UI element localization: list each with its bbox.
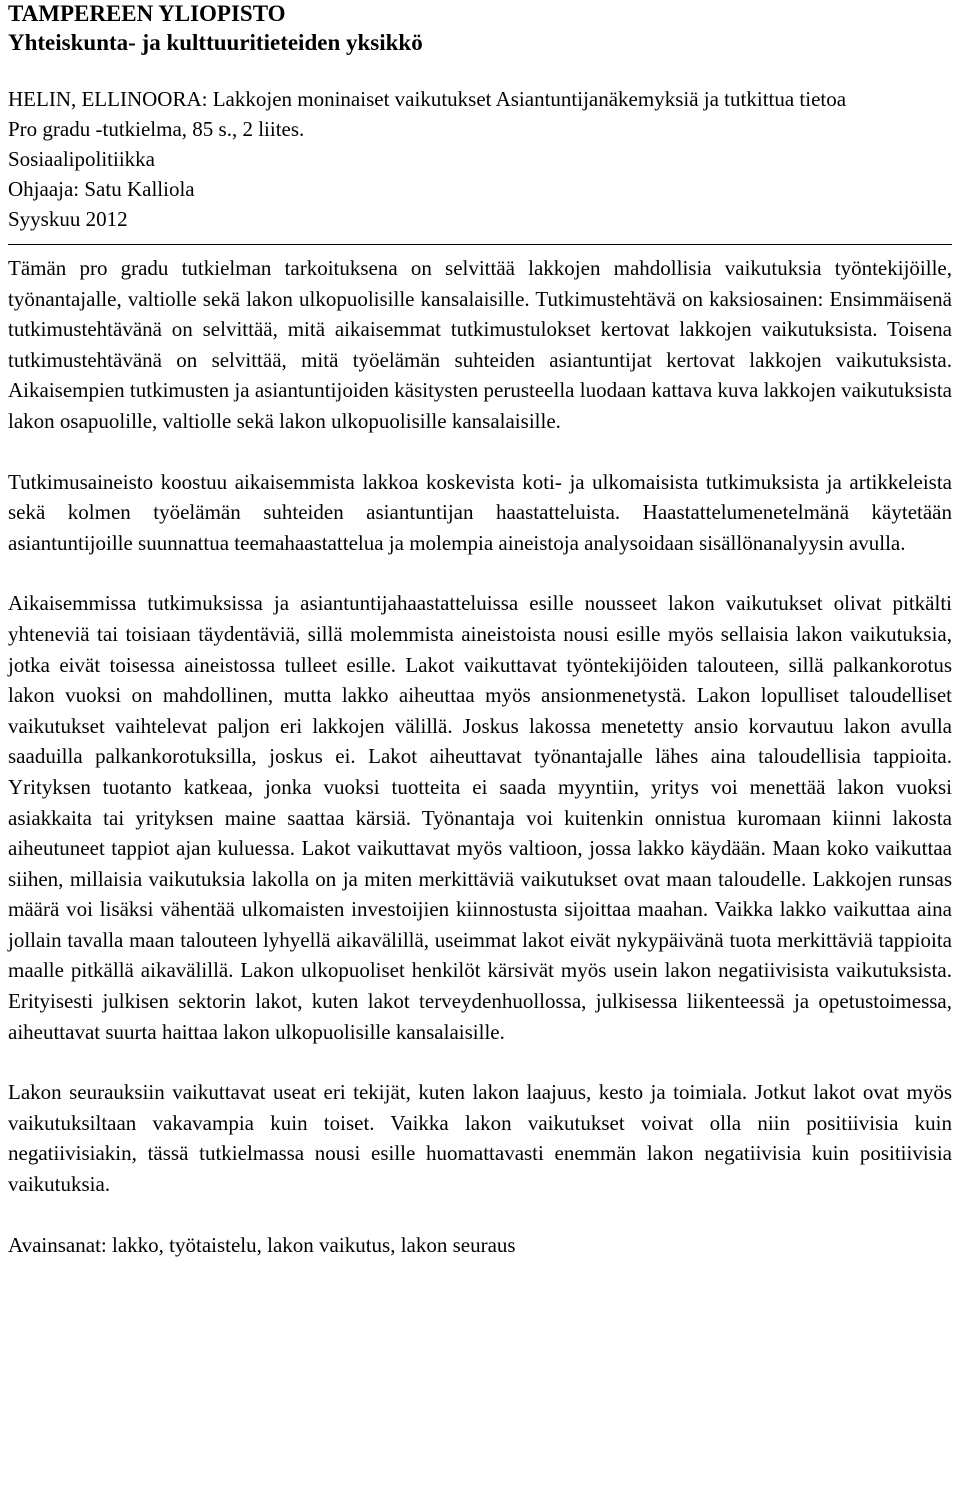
abstract-paragraph-2: Tutkimusaineisto koostuu aikaisemmista lakkoa koskevista koti- ja ulkomaisista tutkimuksista ja artikkeleista sekä kolmen työelämän suhteiden asiantuntijan haastatteluista. Haastattelumenetelmänä käytetään asiantuntijoille suunnattua teemahaastattelua ja molempia aineistoja analysoidaan sisällönanalyysin avulla. (8, 469, 952, 555)
document-page (8, 0, 952, 1260)
subject: Sosiaalipolitiikka (8, 147, 155, 171)
abstract-paragraph-1: Tämän pro gradu tutkielman tarkoituksena on selvittää lakkojen mahdollisia vaikutuksia työntekijöille, työnantajalle, valtiolle sekä lakon ulkopuolisille kansalaisille. Tutkimustehtävä on kaksiosainen: Ensimmäisenä tutkimustehtävänä on selvittää, mitä aikaisemmat tutkimustulokset kertovat lakkojen vaikutuksista. Toisena tutkimustehtävänä on selvittää, mitä työelämän suhteiden asiantuntijat kertovat lakkojen vaikutuksista. Aikaisempien tutkimusten ja asiantuntijoiden käsitysten perusteella luodaan kattava kuva lakkojen vaikutuksista lakon osapuolille, valtiolle sekä lakon ulkopuolisille kansalaisille. (8, 256, 952, 433)
keywords: Avainsanat: lakko, työtaistelu, lakon vaikutus, lakon seuraus (8, 1232, 516, 1257)
abstract-paragraph-4: Lakon seurauksiin vaikuttavat useat eri tekijät, kuten lakon laajuus, kesto ja toimiala. Jotkut lakot ovat myös vaikutuksiltaan vakavampia kuin toiset. Vaikka lakon vaikutukset voivat olla niin positiivisia kuin negatiivisiakin, tässä tutkielmassa nousi esille huomattavasti enemmän lakon negatiivisia kuin positiivisia vaikutuksia. (8, 1080, 952, 1197)
divider (8, 244, 952, 245)
thesis-info: Pro gradu -tutkielma, 85 s., 2 liites. (8, 117, 305, 141)
supervisor: Ohjaaja: Satu Kalliola (8, 177, 195, 201)
university-name: TAMPEREEN YLIOPISTO (8, 1, 286, 26)
abstract (8, 253, 952, 1200)
date: Syyskuu 2012 (8, 207, 128, 231)
author-and-title: HELIN, ELLINOORA: Lakkojen moninaiset vaikutukset Asiantuntijanäkemyksiä ja tutkittua tietoa (8, 87, 847, 111)
unit-name: Yhteiskunta- ja kulttuuritieteiden yksikkö (8, 30, 423, 55)
abstract-paragraph-3: Aikaisemmissa tutkimuksissa ja asiantuntijahaastatteluissa esille nousseet lakon vaikutukset olivat pitkälti yhteneviä tai toisiaan täydentäviä, sillä molemmista aineistoista nousi esille myös sellaisia lakon vaikutuksia, jotka eivät toisessa aineistossa tulleet esille. Lakot vaikuttavat työntekijöiden talouteen, sillä palkankorotus lakon vuoksi on mahdollinen, mutta lakko aiheuttaa myös ansionmenetystä. Lakon lopulliset taloudelliset vaikutukset vaihtelevat paljon eri lakkojen välillä. Joskus lakossa menetetty ansio korvautuu lakon avulla saaduilla palkankorotuksilla, joskus ei. Lakot aiheuttavat työnantajalle lähes aina taloudellisia tappioita. Yrityksen tuotanto katkeaa, jonka vuoksi tuotteita ei saada myyntiin, yritys voi menettää lakon vuoksi asiakkaita tai yrityksen maine saattaa kärsiä. Työnantaja voi kuitenkin onnistua kuromaan kiinni lakosta aiheutuneet tappiot ajan kuluessa. Lakot vaikuttavat myös valtioon, jossa lakko käydään. Maan koko vaikuttaa siihen, millaisia vaikutuksia lakolla on ja miten merkittäviä vaikutukset ovat maan taloudelle. Lakkojen runsas määrä voi lisäksi vähentää ulkomaisten investoijien kiinnostusta sijoittaa maahan. Vaikka lakko vaikuttaa aina jollain tavalla maan talouteen lyhyellä aikavälillä, useimmat lakot eivät nykypäivänä tuota merkittäviä tappioita maalle pitkällä aikavälillä. Lakon ulkopuoliset henkilöt kärsivät myös usein lakon negatiivisista vaikutuksista. Erityisesti julkisen sektorin lakot, kuten lakot terveydenhuollossa, julkisessa liikenteessä ja opetustoimessa, aiheuttavat suurta haittaa lakon ulkopuolisille kansalaisille. (8, 591, 952, 1044)
thesis-meta (8, 84, 952, 234)
